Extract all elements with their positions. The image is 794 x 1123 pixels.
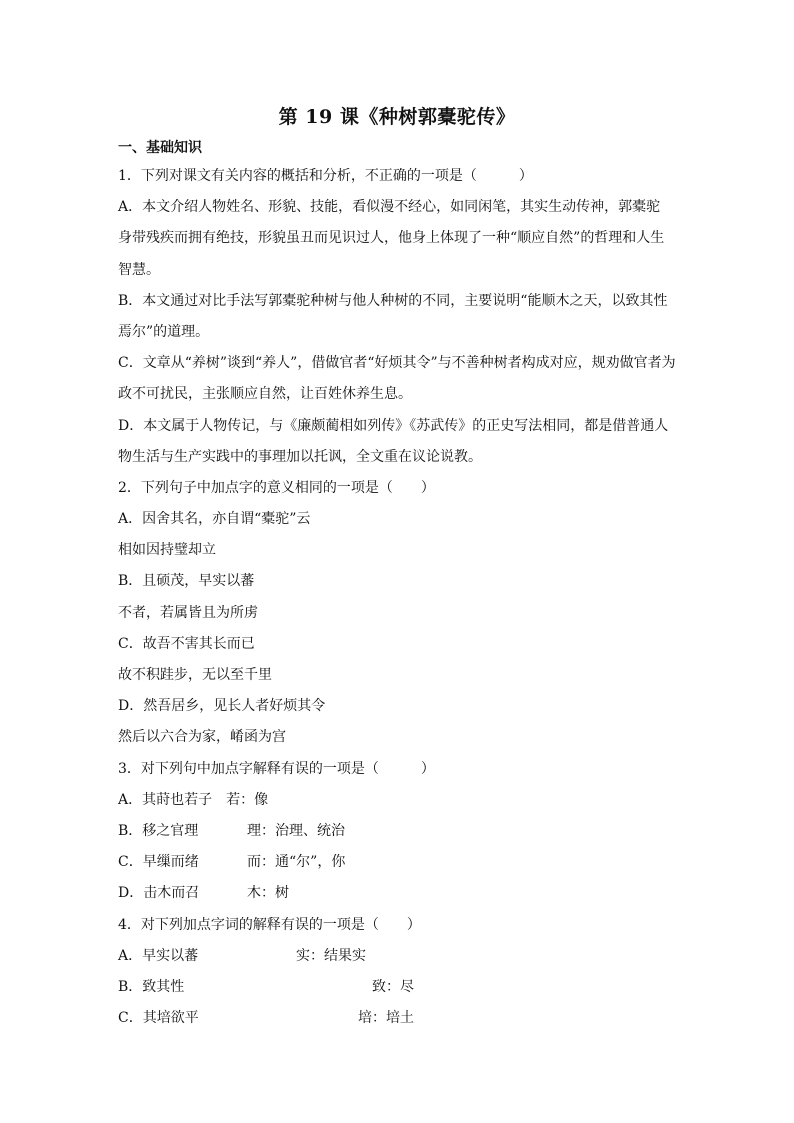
option-b-line: 焉尔”的道理。	[118, 323, 210, 340]
page-title: 第 19 课《种树郭橐驼传》	[278, 106, 516, 128]
option-text: C．早缫而绪	[118, 854, 199, 871]
question-3	[118, 754, 678, 910]
question-2	[118, 473, 678, 754]
option-a-line	[118, 785, 678, 816]
option-c-line	[118, 1003, 678, 1034]
document-body	[118, 137, 678, 1034]
option-explanation: 而：通“尔”，你	[247, 854, 346, 871]
option-explanation: 培：培土	[358, 1010, 414, 1027]
option-text: B．移之官理	[118, 822, 199, 839]
option-text: C．其培欲平	[118, 1010, 199, 1027]
option-d-line: D．然吾居乡，见长人者好烦其令	[118, 698, 326, 715]
option-b-line: B．本文通过对比手法写郭橐驼种树与他人种树的不同，主要说明“能顺木之天，以致其性	[118, 292, 668, 309]
option-d-line: 然后以六合为家，崤函为宫	[118, 729, 286, 746]
option-a-line: 身带残疾而拥有绝技，形貌虽丑而见识过人，他身上体现了一种“顺应自然”的哲理和人生	[118, 230, 665, 247]
section-heading: 一、基础知识	[118, 140, 202, 156]
option-d-line: 物生活与生产实践中的事理加以托讽，全文重在议论说教。	[118, 448, 482, 465]
option-explanation: 实：结果实	[296, 947, 366, 964]
question-stem: 2．下列句子中加点字的意义相同的一项是（ ）	[118, 479, 435, 496]
option-a-line	[118, 941, 678, 972]
option-a-line: A．因舍其名，亦自谓“橐驼”云	[118, 511, 311, 528]
question-4	[118, 910, 678, 1035]
option-explanation: 理：治理、统治	[247, 822, 345, 839]
option-text: A．早实以蕃	[118, 947, 199, 964]
option-c-line	[118, 847, 678, 878]
option-c-line: 政不可扰民，主张顺应自然，让百姓休养生息。	[118, 386, 412, 403]
option-text: B．致其性	[118, 978, 185, 995]
option-explanation: 木：树	[247, 885, 289, 902]
option-b-line	[118, 972, 678, 1003]
option-text: A．其莳也若子	[118, 791, 213, 808]
option-a-line: 相如因持璧却立	[118, 542, 216, 559]
option-explanation: 致：尽	[372, 978, 414, 995]
option-c-line: C．文章从“养树”谈到“养人”，借做官者“好烦其令”与不善种树者构成对应，规劝做官者为	[118, 355, 676, 372]
question-stem: 4．对下列加点字词的解释有误的一项是（ ）	[118, 916, 421, 933]
option-explanation: 若：像	[226, 791, 269, 808]
option-a-line: 智慧。	[118, 261, 160, 278]
option-d-line: D．本文属于人物传记，与《廉颇蔺相如列传》《苏武传》的正史写法相同，都是借普通人	[118, 417, 669, 434]
question-1	[118, 161, 678, 473]
option-b-line: B．且硕茂，早实以蕃	[118, 573, 255, 590]
option-b-line	[118, 816, 678, 847]
option-d-line	[118, 878, 678, 909]
question-stem: 3．对下列句中加点字解释有误的一项是（ ）	[118, 760, 435, 777]
option-text: D．击木而召	[118, 885, 200, 902]
option-c-line: 故不积跬步，无以至千里	[118, 667, 272, 683]
option-b-line: 不者，若属皆且为所虏	[118, 604, 258, 621]
option-a-line: A．本文介绍人物姓名、形貌、技能，看似漫不经心，如同闲笔，其实生动传神，郭橐驼	[118, 199, 661, 216]
question-stem: 1．下列对课文有关内容的概括和分析，不正确的一项是（ ）	[118, 168, 533, 184]
option-c-line: C．故吾不害其长而已	[118, 635, 255, 652]
